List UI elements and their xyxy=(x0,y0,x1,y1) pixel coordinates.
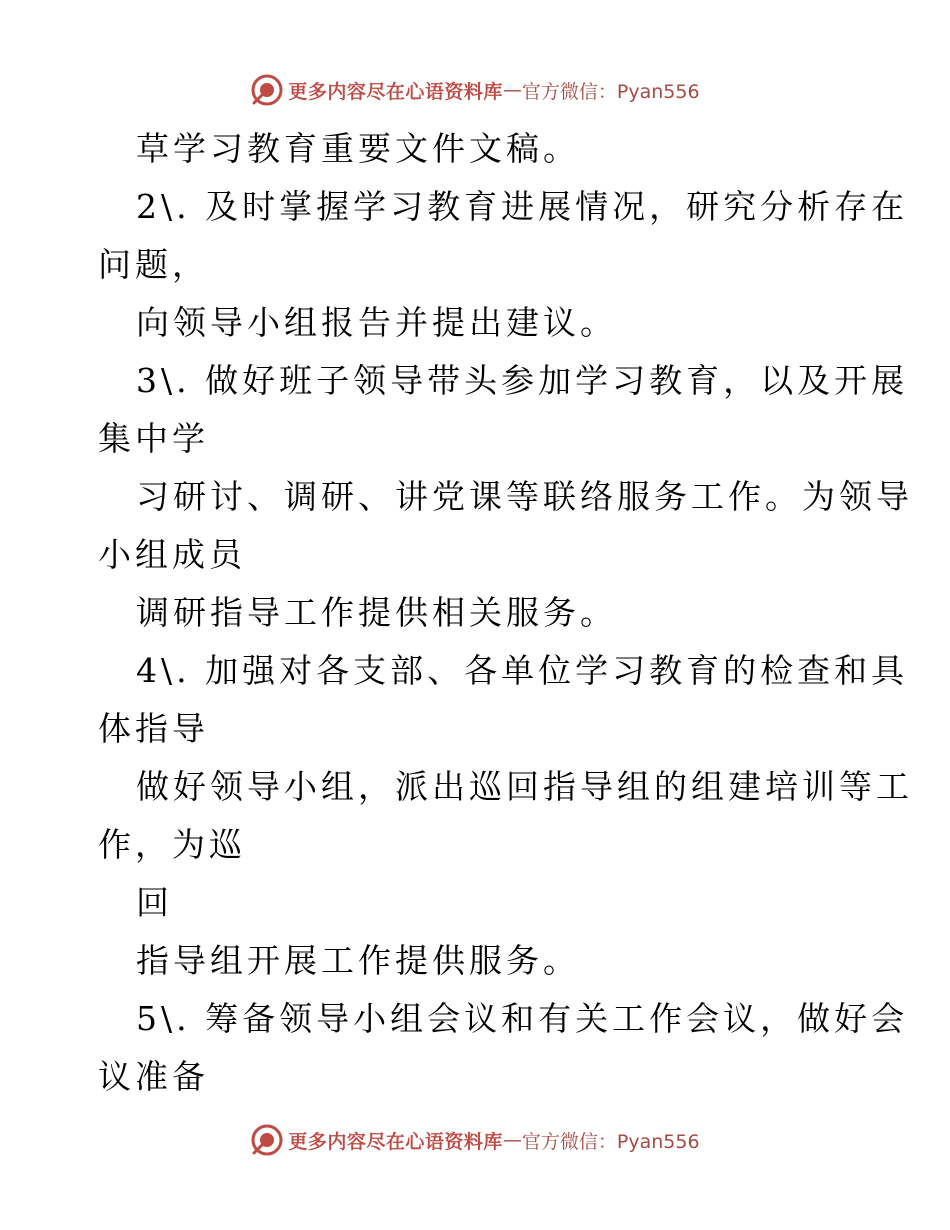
document-body xyxy=(98,120,913,1106)
watermark-main-text: 更多内容尽在心语资料库 xyxy=(288,1130,503,1153)
text-line: 小组成员 xyxy=(98,535,246,574)
text-line: 指导组开展工作提供服务。 xyxy=(136,941,580,980)
watermark-sub-text: 官方微信：Pyan556 xyxy=(521,1130,700,1153)
watermark-main-text: 更多内容尽在心语资料库 xyxy=(288,80,503,103)
text-line: 向领导小组报告并提出建议。 xyxy=(136,303,617,342)
footer-watermark xyxy=(0,1120,950,1160)
text-line: 集中学 xyxy=(98,419,209,458)
pen-logo-icon xyxy=(250,1123,284,1157)
text-line: 作，为巡 xyxy=(98,825,246,864)
text-line: 习研讨、调研、讲党课等联络服务工作。为领导 xyxy=(136,477,913,516)
text-line: 议准备 xyxy=(98,1057,209,1096)
text-line: 调研指导工作提供相关服务。 xyxy=(136,593,617,632)
text-line: 做好领导小组，派出巡回指导组的组建培训等工 xyxy=(136,767,913,806)
text-line: 2\. 及时掌握学习教育进展情况，研究分析存在 xyxy=(136,187,909,226)
watermark-dash: — xyxy=(502,79,522,101)
text-line: 问题， xyxy=(98,245,209,284)
text-line: 5\. 筹备领导小组会议和有关工作会议，做好会 xyxy=(136,999,909,1038)
text-line: 回 xyxy=(136,883,173,922)
text-line: 草学习教育重要文件文稿。 xyxy=(136,129,580,168)
text-line: 4\. 加强对各支部、各单位学习教育的检查和具 xyxy=(136,651,909,690)
pen-logo-icon xyxy=(250,73,284,107)
text-line: 体指导 xyxy=(98,709,209,748)
watermark-dash: — xyxy=(502,1129,522,1151)
text-line: 3\. 做好班子领导带头参加学习教育，以及开展 xyxy=(136,361,909,400)
header-watermark xyxy=(0,70,950,110)
watermark-sub-text: 官方微信：Pyan556 xyxy=(521,80,700,103)
